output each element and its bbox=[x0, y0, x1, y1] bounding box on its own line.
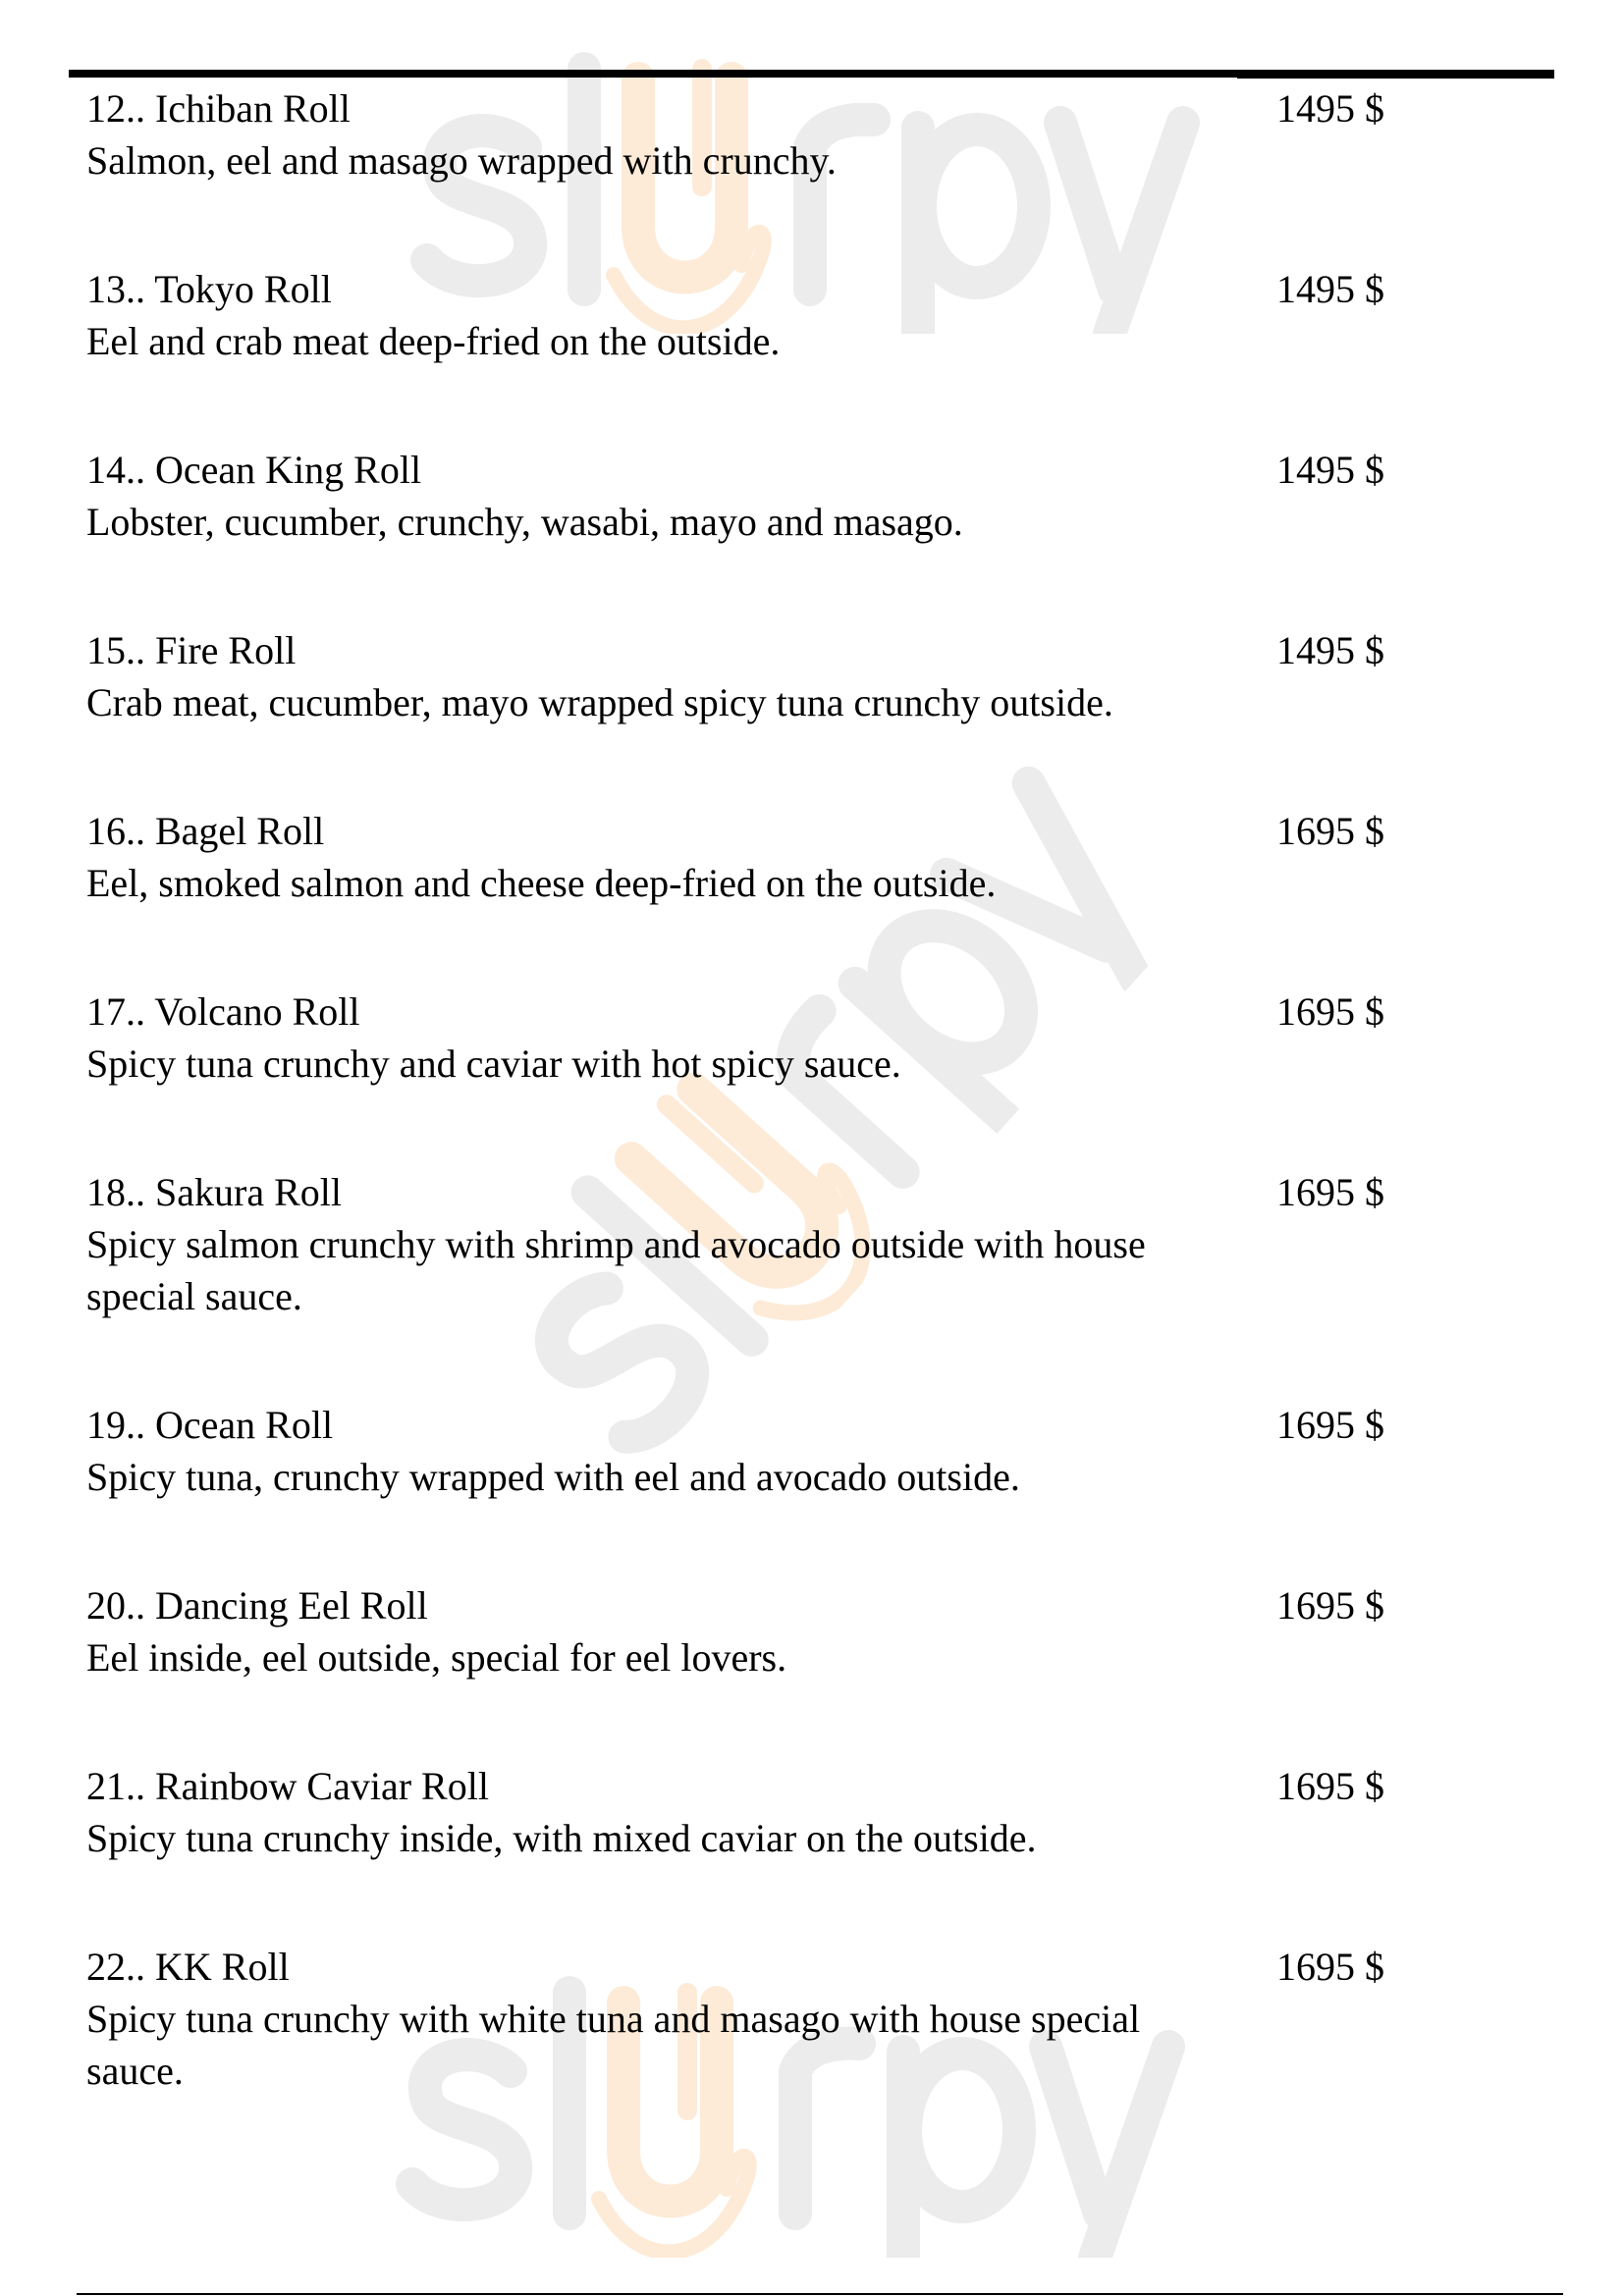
item-description: Spicy tuna, crunchy wrapped with eel and avocado outside. bbox=[86, 1455, 1020, 1499]
item-price: 1495 $ bbox=[1276, 267, 1384, 311]
item-price: 1695 $ bbox=[1276, 1764, 1384, 1808]
item-price: 1495 $ bbox=[1276, 448, 1384, 492]
item-name: 17.. Volcano Roll bbox=[86, 989, 360, 1034]
menu-item bbox=[86, 805, 1402, 909]
item-description: Spicy tuna crunchy inside, with mixed caviar on the outside. bbox=[86, 1816, 1037, 1860]
item-description: Eel inside, eel outside, special for eel lovers. bbox=[86, 1635, 787, 1680]
item-name: 19.. Ocean Roll bbox=[86, 1403, 334, 1447]
menu-item bbox=[86, 1941, 1402, 2097]
item-price: 1495 $ bbox=[1276, 86, 1384, 131]
top-rule-price-column bbox=[1237, 70, 1554, 79]
menu-item bbox=[86, 444, 1402, 548]
item-price: 1695 $ bbox=[1276, 1583, 1384, 1628]
item-description: Spicy tuna crunchy and caviar with hot spicy sauce. bbox=[86, 1041, 901, 1086]
item-name: 16.. Bagel Roll bbox=[86, 809, 325, 853]
menu-item bbox=[86, 1760, 1402, 1864]
item-price: 1695 $ bbox=[1276, 1170, 1384, 1214]
menu-item bbox=[86, 1166, 1402, 1322]
item-name: 22.. KK Roll bbox=[86, 1945, 290, 1989]
item-name: 13.. Tokyo Roll bbox=[86, 267, 332, 311]
item-price: 1695 $ bbox=[1276, 1945, 1384, 1989]
item-description: Spicy salmon crunchy with shrimp and avocado outside with house special sauce. bbox=[86, 1222, 1146, 1318]
item-name: 18.. Sakura Roll bbox=[86, 1170, 342, 1214]
bottom-rule bbox=[77, 2293, 1563, 2295]
menu-item bbox=[86, 624, 1402, 728]
menu-item bbox=[86, 82, 1402, 187]
item-description: Eel and crab meat deep-fried on the outside. bbox=[86, 319, 781, 363]
item-price: 1495 $ bbox=[1276, 628, 1384, 672]
item-name: 14.. Ocean King Roll bbox=[86, 448, 422, 492]
item-description: Spicy tuna crunchy with white tuna and masago with house special sauce. bbox=[86, 1997, 1141, 2093]
item-description: Eel, smoked salmon and cheese deep-fried on the outside. bbox=[86, 861, 997, 905]
item-description: Crab meat, cucumber, mayo wrapped spicy tuna crunchy outside. bbox=[86, 680, 1113, 724]
menu-list bbox=[86, 82, 1402, 2173]
item-price: 1695 $ bbox=[1276, 1403, 1384, 1447]
top-rule bbox=[69, 70, 1247, 78]
item-name: 20.. Dancing Eel Roll bbox=[86, 1583, 428, 1628]
item-name: 12.. Ichiban Roll bbox=[86, 86, 351, 131]
item-price: 1695 $ bbox=[1276, 989, 1384, 1034]
item-name: 15.. Fire Roll bbox=[86, 628, 297, 672]
item-description: Salmon, eel and masago wrapped with crunchy. bbox=[86, 138, 837, 183]
item-description: Lobster, cucumber, crunchy, wasabi, mayo and masago. bbox=[86, 500, 963, 544]
item-price: 1695 $ bbox=[1276, 809, 1384, 853]
menu-item bbox=[86, 1399, 1402, 1503]
item-name: 21.. Rainbow Caviar Roll bbox=[86, 1764, 489, 1808]
menu-item bbox=[86, 1579, 1402, 1683]
menu-item bbox=[86, 986, 1402, 1090]
menu-item bbox=[86, 263, 1402, 367]
